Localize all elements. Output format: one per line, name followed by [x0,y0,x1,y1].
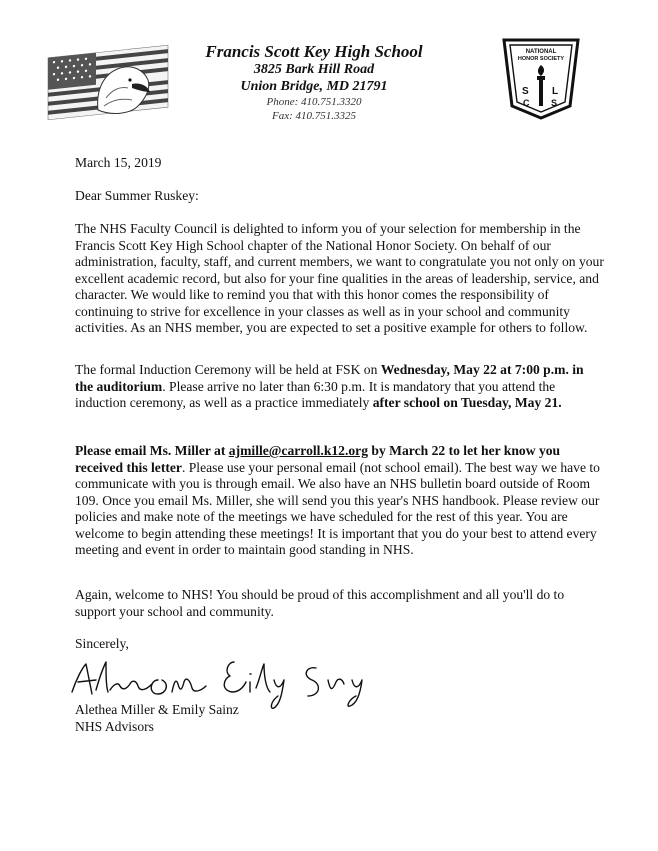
letter-date: March 15, 2019 [75,155,162,170]
paragraph-3 [75,443,605,559]
school-name: Francis Scott Key High School [205,42,423,61]
signatory-title: NHS Advisors [75,718,154,734]
nhs-torch-emblem-icon [500,36,582,120]
p3-bold-1: Please email Ms. Miller at [75,443,229,458]
paragraph-2 [75,362,605,412]
school-address: 3825 Bark Hill Road [253,62,375,77]
svg-text:C: C [523,98,530,108]
practice-datetime: after school on Tuesday, May 21. [372,395,562,410]
signatory-names: Alethea Miller & Emily Sainz [75,702,239,717]
signature-block [75,702,239,735]
email-link[interactable]: ajmille@carroll.k12.org [228,443,369,458]
school-phone: Phone: 410.751.3320 [266,96,362,108]
p3-bold-2: by March 22 to let her know you received this letter [75,443,561,475]
school-fax: Fax: 410.751.3325 [271,110,356,122]
p2-text-2: . Please arrive no later than 6:30 p.m. It is mandatory that you attend the induction ceremony, as well as a practice immediately [75,378,556,410]
nhs-logo-line1: NATIONAL [525,49,557,55]
svg-text:S: S [551,98,558,108]
svg-text:S: S [522,86,529,97]
nhs-logo-line2: HONOR SOCIETY [517,56,565,62]
school-city: Union Bridge, MD 21791 [240,79,388,94]
paragraph-4: Again, welcome to NHS! You should be proud of this accomplishment and all you'll do to support your school and community. [75,587,565,619]
closing: Sincerely, [75,636,129,651]
ceremony-datetime: Wednesday, May 22 at 7:00 p.m. in the auditorium [75,362,584,394]
paragraph-1: The NHS Faculty Council is delighted to inform you of your selection for membership in the Francis Scott Key High School chapter of the National Honor Society. On behalf of our administration, faculty, staff, and current members, we want to congratulate you not only on your excellent academic record, but also for your fine qualities in the areas of leadership, service, and character. We would like to remind you that with this honor comes the responsibility of continuing to strive for excellence in your classes as well as in your school and community activities. As an NHS member, you are expected to set a positive example for others to follow. [75,221,604,335]
american-flag-eagle-icon [46,40,176,120]
p2-text-1: The formal Induction Ceremony will be held at FSK on [75,362,381,377]
p3-text: . Please use your personal email (not school email). The best way we have to communicate with you is through email. We also have an NHS bulletin board outside of Room 109. Once you email Ms. Miller, she will send you this year's NHS handbook. Please review our policies and make note of the meetings we have scheduled for the rest of this year. You are welcome to begin attending these meetings! It is important that you do your best to attend every meeting and event in order to maintain good standing in NHS. [75,459,600,557]
svg-text:L: L [552,86,559,97]
salutation: Dear Summer Ruskey: [75,188,199,203]
